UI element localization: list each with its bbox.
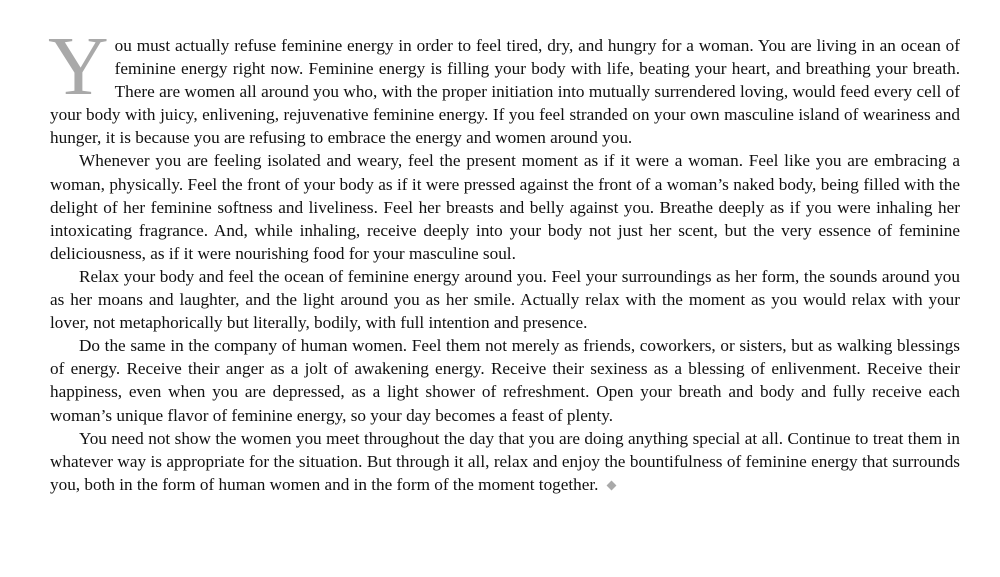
book-page xyxy=(48,20,960,496)
paragraph-1 xyxy=(48,20,960,149)
paragraph-3: Relax your body and feel the ocean of feminine energy around you. Feel your surroundings as her form, the sounds around you as her moans and laughter, and the light around you as her smile. Actually relax with the moment as you would relax with your lover, not metaphorically but literally, bodily, with full intention and presence. xyxy=(50,266,960,333)
end-of-section-diamond-icon xyxy=(607,480,617,490)
paragraph-1-text: ou must actually refuse feminine energy in order to feel tired, dry, and hungry for a woman. You are living in an ocean of feminine energy right now. Feminine energy is filling your body with life, beating your heart, and breathing your breath. There are women all around you who, with the proper initiation into mutually surrendered loving, would feed every cell of your body with juicy, enlivening, rejuvenative feminine energy. If you feel stranded on your own masculine island of weariness and hunger, it is because you are refusing to embrace the energy and women around you. xyxy=(50,36,960,148)
paragraph-5-text: You need not show the women you meet throughout the day that you are doing anything special at all. Continue to treat them in whatever way is appropriate for the situation. But through it all, relax and enjoy the bountifulness of feminine energy that surrounds you, both in the form of human women and in the form of the moment together. xyxy=(50,428,960,494)
paragraph-4: Do the same in the company of human women. Feel them not merely as friends, coworkers, or sisters, but as walking blessings of energy. Receive their anger as a jolt of awakening energy. Receive their sexiness as a blessing of enlivenment. Receive their happiness, even when you are depressed, as a light shower of refreshment. Open your breath and body and fully receive each woman’s unique flavor of feminine energy, so your day becomes a feast of plenty. xyxy=(50,336,960,425)
drop-cap: Y xyxy=(48,20,109,113)
paragraph-2: Whenever you are feeling isolated and weary, feel the present moment as if it were a woman. Feel like you are embracing a woman, physically. Feel the front of your body as if it were pressed against the front of a woman’s naked body, being filled with the delight of her feminine softness and liveliness. Feel her breasts and belly against you. Breathe deeply as if you were inhaling her intoxicating fragrance. And, while inhaling, receive deeply into your body not just her scent, but the very essence of feminine deliciousness, as if it were nourishing food for your masculine soul. xyxy=(50,151,960,263)
paragraph-5 xyxy=(50,427,960,496)
